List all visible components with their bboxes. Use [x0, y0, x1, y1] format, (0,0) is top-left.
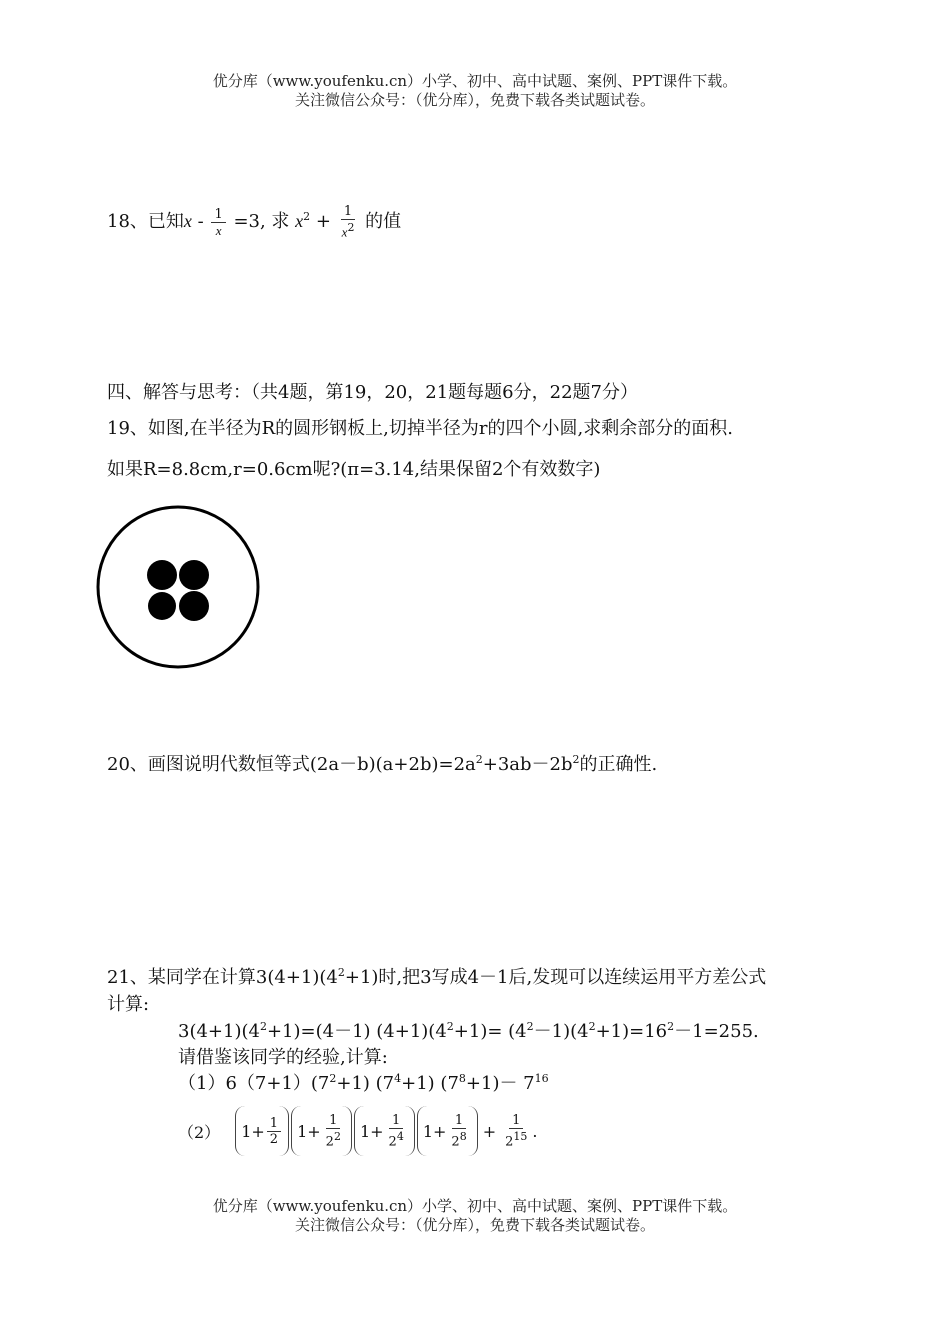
question-19-line-1: 19、如图,在半径为R的圆形钢板上,切掉半径为r的四个小圆,求剩余部分的面积.	[107, 418, 733, 439]
q18-frac1-denominator: x	[215, 222, 222, 238]
question-19-line-2: 如果R=8.8cm,r=0.6cm呢?(π=3.14,结果保留2个有效数字)	[107, 459, 601, 480]
q21-f4-one: 1	[422, 1121, 433, 1141]
q18-var-x: x	[183, 211, 192, 232]
q21-f4-den-exp: 8	[459, 1129, 467, 1143]
q21-f2-den-exp: 2	[333, 1129, 341, 1143]
q21-f1-plus: +	[251, 1121, 265, 1141]
q21-p1-b: +1) (7	[336, 1073, 395, 1094]
q18-plus: +	[310, 211, 337, 233]
q21-p1-sup-1: 2	[329, 1072, 337, 1085]
q21-f3-den-exp: 4	[396, 1129, 404, 1143]
q18-fraction-1	[211, 207, 225, 238]
q18-frac2-denominator	[339, 220, 358, 240]
q21-p2-period: .	[532, 1121, 538, 1141]
q21-f4-num: 1	[452, 1113, 466, 1129]
q18-frac1-numerator: 1	[211, 207, 225, 223]
page-header-line-1: 优分库（www.youfenku.cn）小学、初中、高中试题、案例、PPT课件下载。	[212, 72, 738, 90]
q21-f2-plus: +	[307, 1121, 321, 1141]
q21-f4-frac	[448, 1113, 469, 1149]
q21-f4-den-base: 2	[451, 1134, 460, 1150]
q18-fraction-2	[339, 204, 358, 240]
small-circle-bottom-right	[179, 591, 209, 621]
q18-frac2-numerator: 1	[341, 204, 355, 220]
small-circle-top-right	[179, 560, 209, 590]
page-footer-line-2: 关注微信公众号：（优分库），免费下载各类试题试卷。	[294, 1216, 655, 1234]
large-circle	[98, 507, 258, 667]
q21-last-den	[502, 1129, 530, 1149]
q20-sup-1: 2	[475, 753, 483, 766]
q21-f3-num: 1	[389, 1113, 403, 1129]
q21-last-den-base: 2	[505, 1134, 514, 1150]
q21-f2-frac	[323, 1113, 344, 1149]
q21-p2-factor-3	[354, 1106, 415, 1156]
section-4-title: 四、解答与思考：（共4题，第19，20，21题每题6分，22题7分）	[107, 382, 638, 403]
small-circle-top-left	[147, 560, 177, 590]
q21-p1-sup-3: 8	[458, 1072, 466, 1085]
question-18	[107, 204, 401, 240]
q18-square: 2	[303, 210, 311, 224]
circle-plate-figure	[92, 503, 267, 675]
q21-ex-sup-2: 2	[446, 1020, 454, 1033]
question-21-part-1	[178, 1069, 549, 1095]
q21-ex-d: －1)(4	[533, 1021, 589, 1042]
q21-f3-frac	[386, 1113, 407, 1149]
q18-var-x-2: x	[295, 211, 304, 232]
page-header-line-2: 关注微信公众号：（优分库），免费下载各类试题试卷。	[294, 91, 655, 109]
q21-f1-den: 2	[269, 1131, 279, 1147]
q21-ex-sup-1: 2	[259, 1020, 267, 1033]
q21-p1-a: （1）6（7+1）(7	[178, 1073, 330, 1094]
question-21-line-2: 计算:	[107, 994, 150, 1015]
q21-p2-label: （2）	[178, 1122, 221, 1142]
q21-ex-e: +1)=16	[595, 1021, 668, 1042]
q21-last-den-exp: 15	[513, 1129, 528, 1143]
question-21-instruction: 请借鉴该同学的经验,计算:	[178, 1047, 388, 1068]
q21-f4-plus: +	[433, 1121, 447, 1141]
q21-l1-b: +1)时,把3写成4－1后,发现可以连续运用平方差公式	[344, 967, 767, 988]
q20-sup-2: 2	[572, 753, 580, 766]
q21-f4-den	[448, 1129, 469, 1149]
q21-ex-sup-5: 2	[667, 1020, 675, 1033]
q21-p1-sup-4: 16	[534, 1072, 549, 1085]
q21-l1-sup: 2	[337, 966, 345, 979]
q21-f1-one: 1	[241, 1121, 252, 1141]
q18-frac2-den-exp: 2	[347, 221, 355, 234]
q21-p2-plus: +	[482, 1121, 497, 1141]
q21-ex-sup-4: 2	[588, 1020, 596, 1033]
q20-text-1: 20、画图说明代数恒等式(2a－b)(a+2b)=2a	[107, 754, 476, 775]
q21-ex-c: +1)= (4	[453, 1021, 527, 1042]
q21-f2-num: 1	[326, 1113, 340, 1129]
question-20	[107, 750, 657, 776]
q21-f3-den-base: 2	[388, 1134, 397, 1150]
q21-ex-f: －1=255.	[674, 1021, 759, 1042]
q21-p1-d: +1)－ 7	[465, 1073, 535, 1094]
question-21-part-2	[178, 1106, 537, 1156]
q20-text-2: +3ab－2b	[482, 754, 573, 775]
q21-f1-frac	[267, 1116, 281, 1147]
question-21-example	[178, 1017, 759, 1043]
q21-f2-den	[323, 1129, 344, 1149]
small-circle-bottom-left	[148, 592, 176, 620]
q21-p2-last-fraction	[502, 1113, 530, 1149]
q21-f3-plus: +	[370, 1121, 384, 1141]
question-21-line-1	[107, 963, 766, 989]
page-footer-line-1: 优分库（www.youfenku.cn）小学、初中、高中试题、案例、PPT课件下载。	[212, 1197, 738, 1215]
q21-f1-num: 1	[267, 1116, 281, 1132]
q21-f3-one: 1	[359, 1121, 371, 1141]
q18-suffix: 的值	[359, 211, 402, 233]
q21-p1-sup-2: 4	[394, 1072, 402, 1085]
q21-p2-factor-1	[235, 1106, 289, 1156]
q21-ex-a: 3(4+1)(4	[178, 1021, 260, 1042]
q21-l1-a: 21、某同学在计算3(4+1)(4	[107, 967, 338, 988]
q18-prefix: 18、已知	[107, 211, 184, 233]
q21-f2-den-base: 2	[325, 1134, 334, 1150]
q18-equals: =3, 求	[227, 211, 296, 233]
q21-ex-sup-3: 2	[526, 1020, 534, 1033]
q21-f2-one: 1	[297, 1121, 308, 1141]
q21-p2-factor-4	[417, 1106, 478, 1156]
q21-f3-den	[386, 1129, 407, 1149]
q21-p1-c: +1) (7	[401, 1073, 459, 1094]
q18-minus: -	[191, 211, 210, 233]
q20-text-3: 的正确性.	[579, 754, 658, 775]
q21-last-num: 1	[509, 1113, 523, 1129]
q21-ex-b: +1)=(4－1) (4+1)(4	[266, 1021, 447, 1042]
q18-frac2-den-base: x	[341, 224, 348, 240]
q21-p2-factor-2	[291, 1106, 352, 1156]
